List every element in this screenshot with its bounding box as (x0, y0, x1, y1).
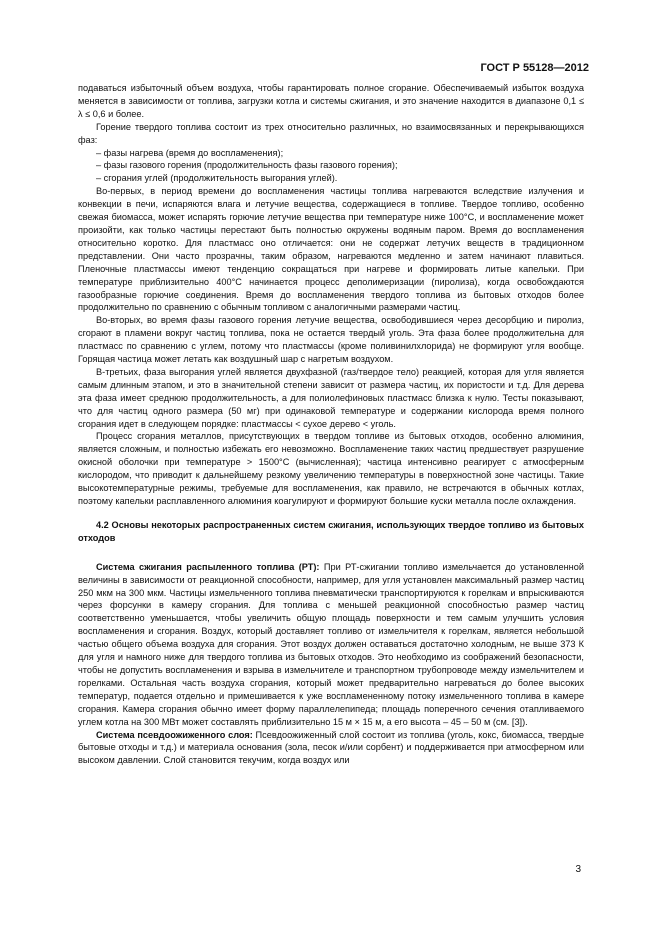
list-item: – фазы нагрева (время до воспламенения); (96, 147, 284, 158)
spacer (78, 545, 584, 561)
page-number: 3 (575, 864, 581, 875)
paragraph: Процесс сгорания металлов, присутствующих в твердом топливе из бытовых отходов, особенно алюминия, является сложным, и полностью избежать его невозможно. Воспламенение таких частиц предшествует разрушение окисной оболочки при температуре > 1500°С (вычисленная); частица интенсивно реагирует с атмосферным кислородом, что приводит к дальнейшему резкому увеличению температуры в поверхностной зоне частицы. Такие высокотемпературные режимы, требуемые для воспламенения, как правило, не встречаются в обычных котлах, поэтому капельки расплавленного алюминия коагулируют и формируют большие куски металла после охлаждения. (78, 431, 584, 506)
section-title: 4.2 Основы некоторых распространенных систем сжигания, использующих твердое топливо из бытовых отходов (78, 519, 584, 543)
term-label: Система сжигания распыленного топлива (РТ): (96, 561, 320, 572)
paragraph: Во-вторых, во время фазы газового горения летучие вещества, освободившиеся через десорбцию и пиролиз, сгорают в пламени вокруг частиц топлива, пока не остается твердый уголь. Эта фаза более продолжительна для пластмасс по сравнению с углем, потому что пластмассы (кроме поливинилхлорида) не формируют угля вообще. Горящая частица может летать как воздушный шар с нагретым воздухом. (78, 315, 584, 365)
paragraph (78, 729, 584, 768)
document-body (78, 82, 584, 767)
page-header: ГОСТ Р 55128—2012 (480, 62, 589, 74)
paragraph: подаваться избыточный объем воздуха, чтобы гарантировать полное сгорание. Обеспечиваемый избыток воздуха меняется в зависимости от топлива, загрузки котла и системы сжигания, и это значение находится в диапазоне 0,1 ≤ λ ≤ 0,6 и более. (78, 83, 584, 119)
term-label: Система псевдоожиженного слоя: (96, 729, 253, 740)
paragraph: Во-первых, в период времени до воспламенения частицы топлива нагреваются вследствие излучения и конвекции в печи, испаряются влага и летучие вещества, содержащиеся в топливе. Твердое топливо, особенно свежая биомасса, может испарять горючие летучие вещества при температуре ниже 100°С, и воспламенение может произойти, как только частицы перестают быть полностью окружены водяным паром. Время до воспламенения относительно коротко. Для пластмасс оно отличается: они не содержат летучих веществ в традиционном представлении. Они часто прозрачны, таким образом, нагреваются медленно и затем начинают плавиться. Пленочные пластмассы имеют тенденцию сокращаться при нагреве и формировать литые капельки. При температуре приблизительно 400°С начинается процесс деполимеризации (пиролиза), когда освобождаются газообразные горючие соединения. Время до воспламенения твердого топлива из бытовых отходов более продолжительно по сравнению с обычным топливом с аналогичными размерами частиц. (78, 186, 584, 313)
list-item: – фазы газового горения (продолжительность фазы газового горения); (96, 160, 398, 171)
paragraph: В-третьих, фаза выгорания углей является двухфазной (газ/твердое тело) реакцией, которая для угля является самым длинным этапом, и это в значительной степени зависит от размера частиц, их пористости и т.д. Для дерева эта фаза имеет среднюю продолжительность, а для полиолефиновых пластмасс близка к нулю. Тесты показывают, что для частиц одного размера (50 мг) при одинаковой температуре и содержании кислорода время полного сгорания идет в следующем порядке: пластмассы < сухое дерево < уголь. (78, 366, 584, 429)
list-item: – сгорания углей (продолжительность выгорания углей). (96, 173, 338, 184)
paragraph-text: Псевдоожиженный слой состоит из топлива (уголь, кокс, биомасса, твердые бытовые отходы и т.д.) и материала основания (зола, песок и/или сорбент) и поддерживается при атмосферном или высоком давлении. Слой становится текучим, когда воздух или (78, 729, 584, 766)
paragraph: Горение твердого топлива состоит из трех относительно различных, но взаимосвязанных и перекрывающихся фаз: (78, 121, 584, 145)
paragraph-text: При РТ-сжигании топливо измельчается до установленной величины в зависимости от реакционной способности, например, для угля установлен максимальный размер частиц 250 мкм на 300 мкм. Частицы измельченного топлива пневматически транспортируются к горелкам и впрыскиваются через форсунки в камеру сгорания. Для топлива с меньшей реакционной способностью размер частиц соответственно уменьшается, чтобы увеличить общую площадь поверхности и тем самым улучшить условия воспламенения и сгорания. Воздух, который доставляет топливо от измельчителя к горелкам, является небольшой частью общего объема воздуха для сгорания. Этот воздух должен оставаться достаточно холодным, не выше 373 К для угля и намного ниже для твердого топлива из бытовых отходов. Это необходимо из соображений безопасности, чтобы не допустить воспламенения и взрыва в измельчителе и транспортном трубопроводе между измельчителем и горелками. Остальная часть воздуха сгорания, который может предварительно нагреваться до более высоких температур, подается отдельно и примешивается к уже воспламененному потоку измельченного топлива в камере сгорания. Камера сгорания обычно имеет форму параллелепипеда; площадь поперечного сечения отапливаемого углем котла на 300 МВт может составлять приблизительно 15 м × 15 м, а его высота – 45 – 50 м (см. [3]). (78, 561, 585, 727)
paragraph (78, 561, 584, 729)
